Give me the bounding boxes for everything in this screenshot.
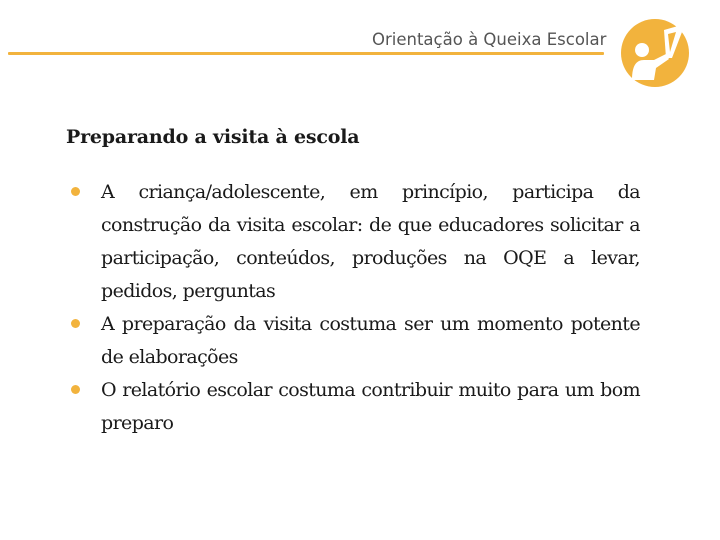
bullet-text: O relatório escolar costuma contribuir muito para um bom preparo [101, 379, 640, 434]
bullet-dot-icon [71, 385, 80, 394]
slide-title: Preparando a visita à escola [66, 126, 360, 148]
list-item [70, 176, 640, 308]
header-divider [8, 52, 604, 55]
list-item [70, 374, 640, 440]
list-item [70, 308, 640, 374]
header-title: Orientação à Queixa Escolar [372, 30, 607, 49]
bullet-dot-icon [71, 319, 80, 328]
bullet-dot-icon [71, 187, 80, 196]
bullet-list [70, 176, 640, 440]
bullet-text: A criança/adolescente, em princípio, participa da construção da visita escolar: de que educadores solicitar a participação, conteúdos, produções na OQE a levar, pedidos, perguntas [101, 181, 640, 302]
person-pointing-icon [620, 18, 690, 88]
bullet-text: A preparação da visita costuma ser um momento potente de elaborações [101, 313, 640, 368]
